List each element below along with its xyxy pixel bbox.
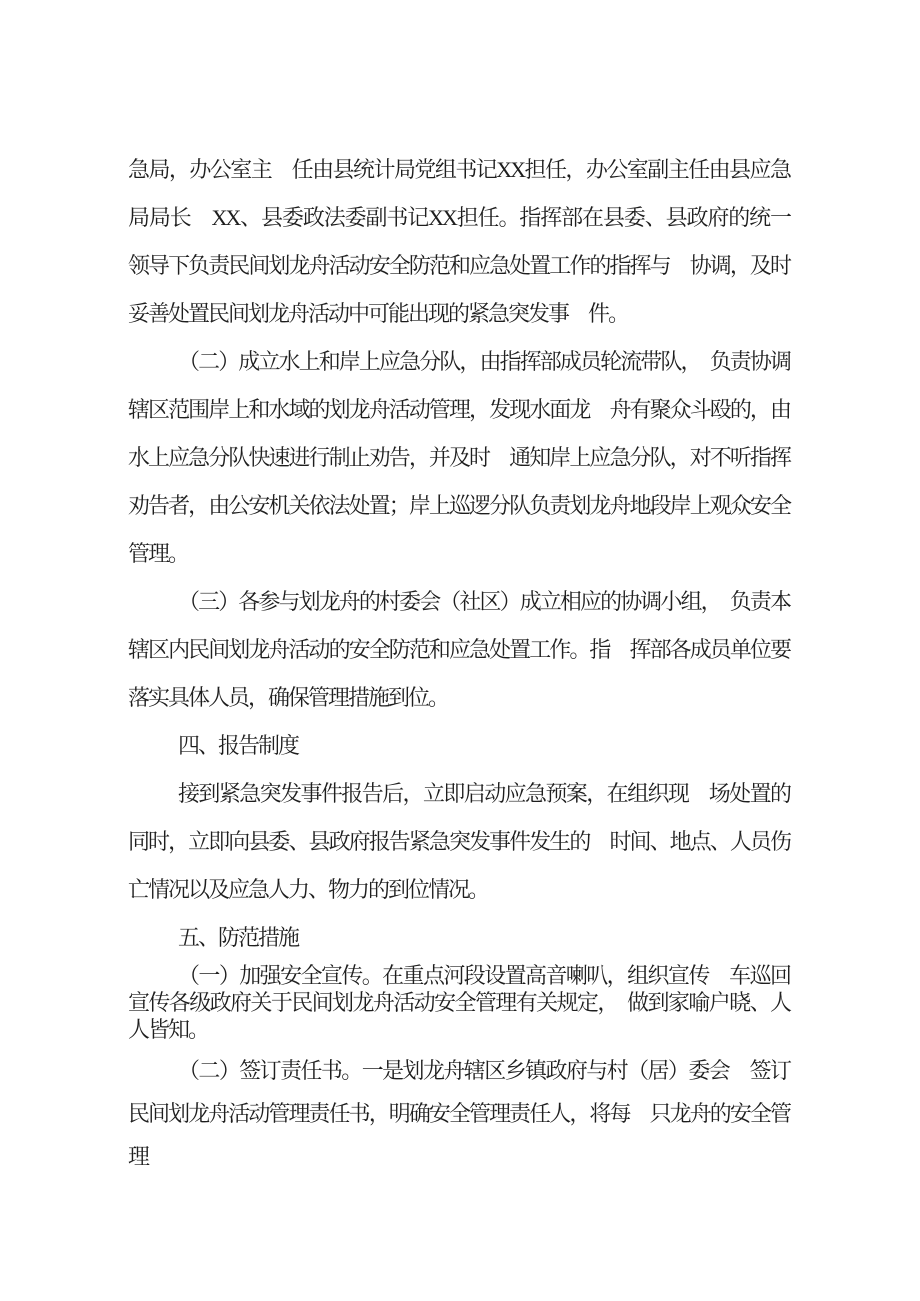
paragraph-item-2-responsibility-agreements: （二）签订责任书。一是划龙舟辖区乡镇政府与村（居）委会 签订民间划龙舟活动管理责任书，明确安全管理责任人，将每 只龙舟的安全管理 [128,1058,790,1169]
paragraph-continuation: 急局，办公室主 任由县统计局党组书记XX担任，办公室副主任由县应急局局长 XX、县委政法委副书记XX担任。指挥部在县委、县政府的统一 领导下负责民间划龙舟活动安全防范和应急处置工作的指挥与 协调，及时妥善处置民间划龙舟活动中可能出现的紧急突发事 件。 [128,157,811,326]
paragraph-item-1-safety-publicity: （一）加强安全宣传。在重点河段设置高音喇叭，组织宣传 车巡回宣传各级政府关于民间划龙舟活动安全管理有关规定， 做到家喻户晓、人人皆知。 [128,963,790,1042]
paragraph-report-procedure: 接到紧急突发事件报告后，立即启动应急预案，在组织现 场处置的同时，立即向县委、县政府报告紧急突发事件发生的 时间、地点、人员伤亡情况以及应急人力、物力的到位情况。 [128,781,790,902]
paragraph-item-2-emergency-teams: （二）成立水上和岸上应急分队，由指挥部成员轮流带队， 负责协调辖区范围岸上和水域的划龙舟活动管理，发现水面龙 舟有聚众斗殴的，由水上应急分队快速进行制止劝告，并及时 通知岸上应急分队，对不听指挥劝告者，由公安机关依法处置；岸上巡逻分队负责划龙舟地段岸上观众安全管理。 [128,349,790,566]
heading-section-5-prevention-measures: 五、防范措施 [178,925,299,950]
heading-section-4-report-system: 四、报告制度 [178,733,299,758]
paragraph-item-3-village-committees: （三）各参与划龙舟的村委会（社区）成立相应的协调小组， 负责本辖区内民间划龙舟活动的安全防范和应急处置工作。指 挥部各成员单位要落实具体人员，确保管理措施到位。 [128,589,790,710]
document-body [128,146,811,1178]
